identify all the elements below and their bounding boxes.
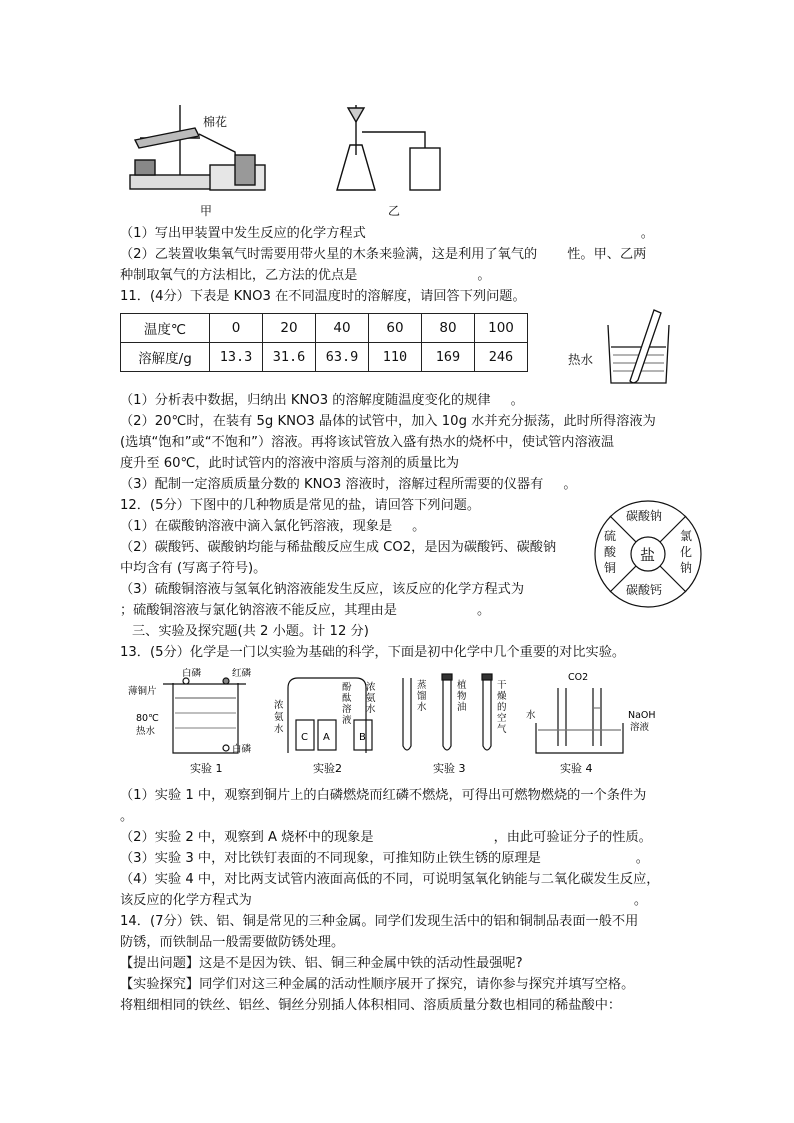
exp2-beaker-c: C: [301, 732, 308, 743]
table-cell: 110: [369, 343, 422, 372]
table-cell: 169: [422, 343, 475, 372]
q13-part3: （3）实验 3 中，对比铁钉表面的不同现象，可推知防止铁生锈的原理是 。: [120, 851, 649, 866]
q13-part4: （4）实验 4 中，对比两支试管内液面高低的不同，可说明氢氧化钠能与二氧化碳发生反应，: [120, 872, 660, 887]
q14-question: 【提出问题】这是不是因为铁、铝、铜三种金属中铁的活动性最强呢?: [120, 956, 523, 971]
salt-left-char-3: 铜: [604, 561, 617, 575]
exp2-beaker-b: B: [359, 732, 366, 743]
q13-part1-end: 。: [120, 809, 134, 824]
q12-title: 12．(5分）下图中的几种物质是常见的盐，请回答下列问题。: [120, 498, 481, 513]
apparatus-yi: [337, 105, 440, 190]
q14-title: 14．(7分）铁、铝、铜是常见的三种金属。同学们发现生活中的铝和铜制品表面一般不用: [120, 914, 639, 929]
salt-top-label: 碳酸钠: [626, 509, 663, 523]
q12-part2-b: 中均含有 (写离子符号)。: [120, 561, 267, 576]
table-cell: 63.9: [316, 343, 369, 372]
q10-part2-cont: 种制取氧气的方法相比，乙方法的优点是 。: [120, 268, 491, 283]
exp4-water-label: 水: [526, 710, 536, 721]
salt-left-label: [604, 528, 617, 575]
q14-experiment: 【实验探究】同学们对这三种金属的活动性顺序展开了探究，请你参与探究并填写空格。: [120, 977, 635, 992]
table-cell: 20: [263, 314, 316, 343]
q13-part4-b: 该反应的化学方程式为 。: [120, 893, 648, 908]
q11-part1: （1）分析表中数据，归纳出 KNO3 的溶解度随温度变化的规律 。: [120, 393, 524, 408]
q12-part3: （3）硫酸铜溶液与氢氧化钠溶液能发生反应，该反应的化学方程式为: [120, 582, 525, 597]
q10-part2: （2）乙装置收集氧气时需要用带火星的木条来验满，这是利用了氧气的 性。甲、乙两: [120, 247, 647, 262]
table-cell: 60: [369, 314, 422, 343]
table-cell: 246: [475, 343, 528, 372]
exp1-caption: 实验 1: [190, 762, 223, 775]
table-row-solubility: [121, 343, 528, 372]
oxygen-apparatus-figure: [125, 100, 455, 220]
q11-title: 11．(4分）下表是 KNO3 在不同温度时的溶解度，请回答下列问题。: [120, 289, 526, 304]
exp1-hot-water-label: 热水: [136, 726, 156, 737]
salt-right-char-1: 氯: [680, 529, 693, 543]
q11-part2-b: (选填“饱和”或“不饱和”）溶液。再将该试管放入盛有热水的烧杯中，使试管内溶液温: [120, 435, 615, 450]
exp2-caption: 实验2: [313, 762, 342, 775]
table-header-solubility: 溶解度/g: [121, 343, 210, 372]
q12-part1: （1）在碳酸钠溶液中滴入氯化钙溶液，现象是 。: [120, 519, 426, 534]
q12-part2: （2）碳酸钙、碳酸钠均能与稀盐酸反应生成 CO2，是因为碳酸钙、碳酸钠: [120, 540, 557, 555]
exp3-dry-air: 干燥的空气: [497, 680, 507, 735]
exp2-beaker-a: A: [323, 732, 330, 743]
table-cell: 40: [316, 314, 369, 343]
exp4-co2-label: CO2: [568, 672, 589, 683]
hot-water-beaker-figure: [566, 305, 676, 390]
exp1-white-p2-label: 白磷: [232, 744, 252, 755]
label-jia: 甲: [200, 204, 213, 218]
table-cell: 31.6: [263, 343, 316, 372]
label-yi: 乙: [388, 204, 401, 218]
q14-setup: 将粗细相同的铁丝、铝丝、铜丝分别插人体积相同、溶质质量分数也相同的稀盐酸中：: [120, 998, 622, 1013]
table-header-temperature: 温度℃: [121, 314, 210, 343]
table-cell: 0: [210, 314, 263, 343]
exp4-caption: 实验 4: [560, 762, 593, 775]
salt-bottom-label: 碳酸钙: [626, 583, 663, 597]
exp1-red-p-label: 红磷: [232, 668, 252, 679]
q11-part2-c: 度升至 60℃，此时试管内的溶液中溶质与溶剂的质量比为: [120, 456, 460, 471]
exp1-copper-label: 薄铜片: [128, 686, 157, 697]
section3-title: 三、实验及探究题(共 2 小题。计 12 分): [132, 624, 369, 639]
q13-title: 13．(5分）化学是一门以实验为基础的科学，下面是初中化学中几个重要的对比实验。: [120, 645, 626, 660]
salt-right-char-2: 化: [680, 545, 693, 559]
salt-left-char-2: 酸: [604, 545, 617, 559]
table-cell: 80: [422, 314, 475, 343]
exp2-phenolphthalein: 酚酞溶液: [342, 682, 352, 726]
exp3-caption: 实验 3: [433, 762, 466, 775]
exp2-ammonia-right: 浓氨水: [366, 682, 376, 715]
exp1-water-temp-label: 80℃: [136, 713, 159, 724]
hot-water-label: 热水: [568, 352, 594, 367]
kno3-solubility-table: [120, 313, 528, 372]
experiment-4-apparatus: [536, 688, 623, 753]
table-cell: 100: [475, 314, 528, 343]
salt-right-char-3: 钠: [680, 561, 693, 575]
salt-left-char-1: 硫: [604, 529, 617, 543]
exp4-naoh-label: NaOH: [628, 710, 656, 721]
exp2-ammonia-left: 浓氨水: [274, 700, 284, 735]
salt-circle-diagram: [592, 498, 704, 610]
apparatus-jia: [130, 105, 265, 190]
salt-right-label: [680, 529, 692, 575]
q13-part1: （1）实验 1 中，观察到铜片上的白磷燃烧而红磷不燃烧，可得出可燃物燃烧的一个条件为: [120, 788, 647, 803]
cotton-label: 棉花: [203, 115, 228, 129]
exp4-solution-label: 溶液: [630, 722, 650, 733]
table-row-temperature: [121, 314, 528, 343]
experiment-1-apparatus: [163, 678, 246, 753]
q11-part3: （3）配制一定溶质质量分数的 KNO3 溶液时，溶解过程所需要的仪器有 。: [120, 477, 577, 492]
exp3-distilled-water: 蒸馏水: [417, 680, 427, 713]
q14-title-cont: 防锈，而铁制品一般需要做防锈处理。: [120, 935, 345, 950]
salt-center-label: 盐: [640, 546, 656, 564]
contrast-experiments-figure: [128, 668, 708, 780]
q13-part2: （2）实验 2 中，观察到 A 烧杯中的现象是 ，由此可验证分子的性质。: [120, 830, 652, 845]
q11-part2: （2）20℃时，在装有 5g KNO3 晶体的试管中，加入 10g 水并充分振荡，此时所得溶液为: [120, 414, 656, 429]
exp1-white-p-label: 白磷: [182, 668, 202, 679]
table-cell: 13.3: [210, 343, 263, 372]
q12-part3-b: ；硫酸铜溶液与氯化钠溶液不能反应，其理由是 。: [120, 603, 491, 618]
q10-part1: （1）写出甲装置中发生反应的化学方程式 。: [120, 226, 654, 241]
exp3-vegetable-oil: 植物油: [457, 680, 467, 713]
